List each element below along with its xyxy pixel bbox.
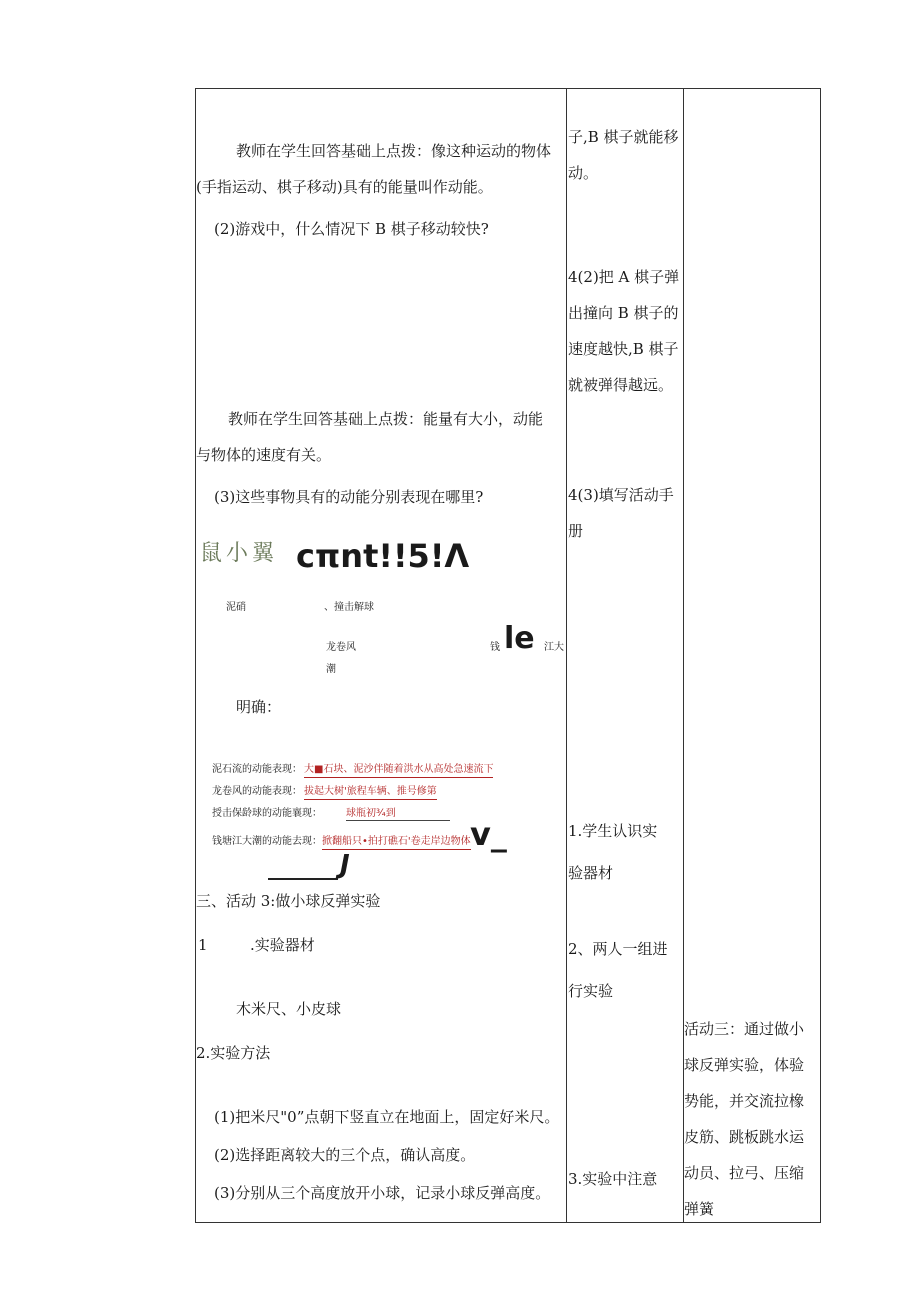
row-tornado-value: 拔起大树'旅程车辆、推号修第 [304, 786, 437, 800]
method-step-3: (3)分别从三个高度放开小球，记录小球反弹高度。 [214, 1184, 551, 1202]
ocr-decoration-text: 鼠小翼 [200, 541, 279, 566]
table-right-border [820, 88, 821, 1223]
col2-step-2-line-1: 2、两人一组进 [568, 940, 668, 958]
question-2: (2)游戏中，什么情况下 B 棋子移动较快? [214, 220, 489, 238]
table-divider-2 [683, 88, 684, 1223]
ocr-artifact-v: v_ [470, 815, 507, 853]
row-bowling-label: 授击保龄球的动能襄现： [212, 808, 322, 819]
label-tornado: 龙卷风 [326, 642, 356, 653]
table-divider-1 [566, 88, 567, 1223]
paragraph-2-line-1: 教师在学生回答基础上点拨：能量有大小，动能 [228, 410, 544, 428]
col2-answer-1-line-1: 子,B 棋子就能移 [568, 128, 679, 146]
col3-line-2: 球反弹实验，体验 [684, 1056, 805, 1074]
col2-answer-2-line-4: 就被弹得越远。 [568, 376, 674, 394]
row-tornado-label: 龙卷风的动能表现： [212, 786, 302, 797]
col2-step-3: 3.实验中注意 [568, 1170, 658, 1188]
paragraph-1-line-1: 教师在学生回答基础上点拨：像这种运动的物体 [236, 142, 552, 160]
col2-answer-3-line-2: 册 [568, 522, 584, 540]
ocr-artifact-le: le [504, 621, 535, 656]
col2-step-1-line-2: 验器材 [568, 864, 614, 882]
col3-line-4: 皮筋、跳板跳水运 [684, 1128, 805, 1146]
row-bowling-value: 球瓶初¾到 [346, 808, 450, 821]
col2-step-2-line-2: 行实验 [568, 982, 614, 1000]
label-chao: 潮 [326, 664, 336, 675]
table-top-border [195, 88, 821, 89]
ocr-artifact-heading: cπnt!!5!Λ [296, 537, 470, 575]
paragraph-1-line-2: (手指运动、棋子移动)具有的能量叫作动能。 [196, 178, 493, 196]
item-1-text: .实验器材 [250, 936, 315, 954]
col2-answer-2-line-3: 速度越快,B 棋子 [568, 340, 679, 358]
col2-answer-2-line-2: 出撞向 B 棋子的 [568, 304, 679, 322]
col2-answer-1-line-2: 动。 [568, 164, 599, 182]
label-hit-ball: 、撞击解球 [324, 602, 374, 613]
row-mudslide-label: 泥石流的动能表现： [212, 764, 302, 775]
row-tide-label: 钱塘江大潮的动能去现： [212, 836, 322, 847]
label-qian: 钱 [490, 642, 500, 653]
row-tide-value: 掀翻船只•拍打礁石'卷走岸边物体 [322, 836, 471, 850]
paragraph-2-line-2: 与物体的速度有关。 [196, 446, 332, 464]
question-3: (3)这些事物具有的动能分别表现在哪里? [214, 488, 484, 506]
col2-answer-2-line-1: 4(2)把 A 棋子弹 [568, 268, 680, 286]
row-mudslide-value: 大■石块、泥沙伴随着洪水从高处急速流下 [304, 764, 493, 778]
col3-line-1: 活动三：通过做小 [684, 1020, 805, 1038]
ocr-artifact-j: J [340, 850, 350, 880]
label-jiangda: 江大 [544, 642, 564, 653]
item-2-text: 2.实验方法 [196, 1044, 271, 1062]
col3-line-6: 弹簧 [684, 1200, 715, 1218]
col3-line-5: 动员、拉弓、压缩 [684, 1164, 805, 1182]
materials-text: 木米尺、小皮球 [236, 1000, 342, 1018]
col2-answer-3-line-1: 4(3)填写活动手 [568, 486, 674, 504]
answer-underline [268, 878, 338, 880]
col3-line-3: 势能，并交流拉橡 [684, 1092, 805, 1110]
item-1-number: 1 [198, 936, 208, 954]
mingque-label: 明确： [236, 698, 282, 716]
label-mudslide: 泥硝 [226, 602, 246, 613]
method-step-1: (1)把米尺"0”点朝下竖直立在地面上，固定好米尺。 [214, 1108, 560, 1126]
table-bottom-border [195, 1222, 821, 1223]
method-step-2: (2)选择距离较大的三个点，确认高度。 [214, 1146, 476, 1164]
col2-step-1-line-1: 1.学生认识实 [568, 822, 658, 840]
section-3-heading: 三、活动 3:做小球反弹实验 [196, 892, 381, 910]
